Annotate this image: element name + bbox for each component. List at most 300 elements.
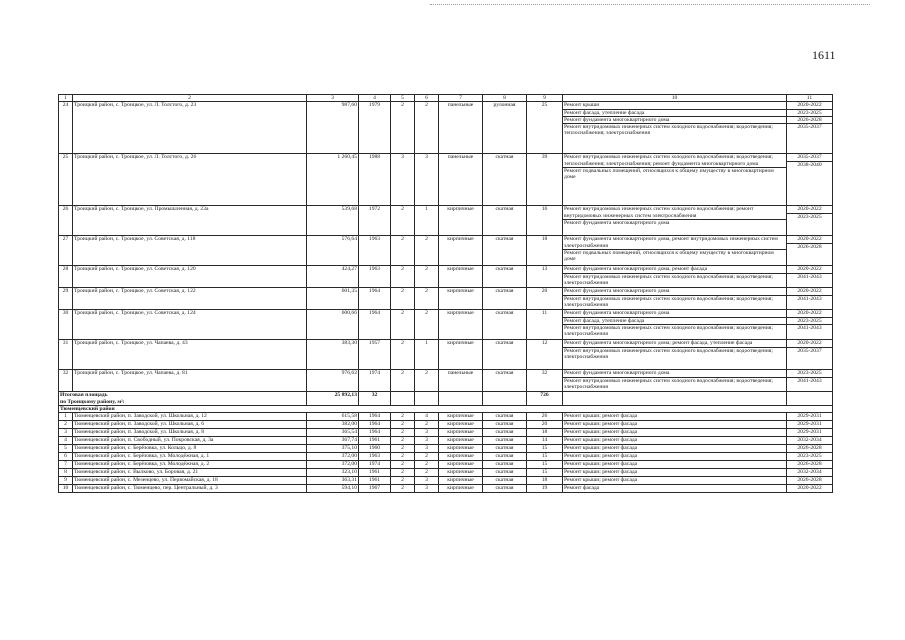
works-cell bbox=[563, 288, 787, 310]
works-cell: Ремонт крыши; ремонт фасада bbox=[563, 477, 787, 485]
wall-material-cell: кирпичные bbox=[439, 429, 483, 437]
floors-cell: 2 bbox=[391, 445, 415, 453]
residents-cell: 15 bbox=[527, 461, 563, 469]
year-cell: 1957 bbox=[359, 340, 391, 370]
work-item: Ремонт фундамента многоквартирного дома, ремонт внутридомовых инженерных систем электроснабжения bbox=[564, 236, 778, 249]
year-cell: 1961 bbox=[359, 437, 391, 445]
roof-type-cell: скатная bbox=[483, 429, 527, 437]
column-number: 3 bbox=[307, 95, 359, 102]
entrances-cell: 2 bbox=[415, 266, 439, 288]
residents-cell: 14 bbox=[527, 437, 563, 445]
address-cell: Тюменцевский район, с. Мезенцево, ул. Первомайская, д. 18 bbox=[73, 477, 307, 485]
works-cell: Ремонт крыши; ремонт фасада bbox=[563, 461, 787, 469]
table-row bbox=[59, 310, 833, 340]
area-cell: 375,10 bbox=[307, 445, 359, 453]
periods-cell bbox=[787, 288, 833, 310]
period-item: 2020-2022 bbox=[797, 266, 822, 273]
column-number: 2 bbox=[73, 95, 307, 102]
works-cell: Ремонт крыши; ремонт фасада bbox=[563, 469, 787, 477]
work-item: Ремонт внутридомовых инженерных систем холодного водоснабжения; водоотведения; электроснабжения bbox=[563, 377, 786, 391]
work-item: Ремонт внутридомовых инженерных систем холодного водоснабжения; водоотведения; электроснабжения bbox=[563, 295, 786, 309]
floors-cell: 2 bbox=[391, 310, 415, 340]
period-item: 2035-2037 bbox=[787, 347, 832, 354]
periods-cell bbox=[787, 236, 833, 266]
period-cell: 2032-2034 bbox=[787, 469, 833, 477]
work-item: Ремонт внутридомовых инженерных систем холодного водоснабжения; водоотведения; теплоснабжения; электроснабжения bbox=[563, 123, 786, 137]
address-cell: Тюменцевский район, п. Заводской, ул. Школьная, д. 12 bbox=[73, 413, 307, 421]
work-item: Ремонт фундамента многоквартирного дома bbox=[564, 370, 670, 377]
empty-cell bbox=[483, 392, 527, 406]
address-cell: Тюменцевский район, с. Берёзовка, ул. Кольцо, д. 8 bbox=[73, 445, 307, 453]
address-cell: Троицкий район, с. Троицкое, ул. Промышленная, д. 23а bbox=[73, 206, 307, 236]
column-number: 4 bbox=[359, 95, 391, 102]
works-cell: Ремонт крыши; ремонт фасада bbox=[563, 437, 787, 445]
area-cell: 600,66 bbox=[307, 310, 359, 340]
residents-cell: 11 bbox=[527, 310, 563, 340]
address-cell: Троицкий район, с. Троицкое, ул. Советская, д. 120 bbox=[73, 266, 307, 288]
roof-type-cell: скатная bbox=[483, 477, 527, 485]
entrances-cell: 3 bbox=[415, 485, 439, 493]
works-cell: Ремонт крыши; ремонт фасада bbox=[563, 445, 787, 453]
row-number: 27 bbox=[59, 236, 73, 266]
wall-material-cell: кирпичные bbox=[439, 445, 483, 453]
year-cell: 1964 bbox=[359, 310, 391, 340]
residents-cell: 19 bbox=[527, 485, 563, 493]
area-cell: 615,58 bbox=[307, 413, 359, 421]
row-number: 2 bbox=[59, 421, 73, 429]
residents-cell: 20 bbox=[527, 288, 563, 310]
address-cell: Троицкий район, с. Троицкое, ул. Советская, д. 122 bbox=[73, 288, 307, 310]
address-cell: Тюменцевский район, с. Тюменцево, пер. Центральный, д. 3 bbox=[73, 485, 307, 493]
wall-material-cell: кирпичные bbox=[439, 461, 483, 469]
period-item: 2020-2022 bbox=[797, 288, 822, 295]
period-item: 2041-2043 bbox=[787, 273, 832, 280]
page-number: 1611 bbox=[812, 48, 836, 62]
floors-cell: 2 bbox=[391, 469, 415, 477]
works-cell bbox=[563, 102, 787, 154]
table-row bbox=[59, 429, 833, 437]
works-cell: Ремонт крыши; ремонт фасада bbox=[563, 421, 787, 429]
period-cell: 2026-2028 bbox=[787, 461, 833, 469]
area-cell: 372,00 bbox=[307, 461, 359, 469]
roof-type-cell: скатная bbox=[483, 469, 527, 477]
period-item: 2020-2022 bbox=[797, 236, 822, 243]
residents-cell: 15 bbox=[527, 469, 563, 477]
period-item: 2041-2043 bbox=[787, 295, 832, 302]
works-cell bbox=[563, 154, 787, 206]
area-cell: 601,35 bbox=[307, 288, 359, 310]
wall-material-cell: кирпичные bbox=[439, 485, 483, 493]
address-cell: Троицкий район, с. Троицкое, ул. Л. Толстого, д. 26 bbox=[73, 154, 307, 206]
works-cell bbox=[563, 206, 787, 236]
wall-material-cell: кирпичные bbox=[439, 413, 483, 421]
period-item: 2023-2025 bbox=[797, 370, 822, 377]
residents-cell: 15 bbox=[527, 445, 563, 453]
area-cell: 382,00 bbox=[307, 421, 359, 429]
work-item: Ремонт внутридомовых инженерных систем холодного водоснабжения; водоотведения; теплоснабжения; электроснабжения; ремонт фундамента многоквартирного дома bbox=[564, 154, 773, 167]
periods-cell bbox=[787, 310, 833, 340]
period-item: 2020-2022 bbox=[797, 340, 822, 347]
works-cell bbox=[563, 370, 787, 392]
area-cell: 576,64 bbox=[307, 236, 359, 266]
periods-cell bbox=[787, 266, 833, 288]
period-cell: 2032-2034 bbox=[787, 437, 833, 445]
address-cell: Троицкий район, с. Троицкое, ул. Л. Толстого, д. 23 bbox=[73, 102, 307, 154]
empty-cell bbox=[415, 392, 439, 406]
work-item: Ремонт подвальных помещений, относящихся к общему имуществу в многоквартирном доме bbox=[563, 249, 786, 263]
entrances-cell: 3 bbox=[415, 445, 439, 453]
work-item: Ремонт подвальных помещений, относящихся к общему имуществу в многоквартирном доме bbox=[563, 167, 786, 181]
roof-type-cell: скатная bbox=[483, 421, 527, 429]
wall-material-cell: кирпичные bbox=[439, 477, 483, 485]
entrances-cell: 2 bbox=[415, 453, 439, 461]
row-number: 1 bbox=[59, 413, 73, 421]
period-item: 2038-2040 bbox=[787, 161, 832, 168]
roof-type-cell: скатная bbox=[483, 310, 527, 340]
table-row bbox=[59, 236, 833, 266]
period-item: 2041-2043 bbox=[787, 377, 832, 384]
period-item: 2035-2037 bbox=[797, 154, 822, 161]
work-item: Ремонт фундамента многоквартирного дома bbox=[563, 219, 786, 226]
row-number: 5 bbox=[59, 445, 73, 453]
residents-cell: 20 bbox=[527, 421, 563, 429]
roof-type-cell: скатная bbox=[483, 461, 527, 469]
year-cell: 1988 bbox=[359, 154, 391, 206]
year-cell: 1963 bbox=[359, 266, 391, 288]
works-cell bbox=[563, 340, 787, 370]
address-cell: Тюменцевский район, п. Заводской, ул. Школьная, д. 8 bbox=[73, 429, 307, 437]
column-number: 5 bbox=[391, 95, 415, 102]
column-number: 7 bbox=[439, 95, 483, 102]
periods-cell bbox=[787, 154, 833, 206]
table-row bbox=[59, 340, 833, 370]
works-cell: Ремонт крыши; ремонт фасада bbox=[563, 429, 787, 437]
period-item: 2026-2028 bbox=[787, 116, 832, 123]
row-number: 30 bbox=[59, 310, 73, 340]
empty-cell bbox=[439, 392, 483, 406]
work-item: Ремонт внутридомовых инженерных систем холодного водоснабжения; водоотведения; электроснабжения bbox=[563, 347, 786, 361]
roof-type-cell: скатная bbox=[483, 340, 527, 370]
periods-cell bbox=[787, 206, 833, 236]
works-cell: Ремонт крыши; ремонт фасада bbox=[563, 453, 787, 461]
period-cell: 2020-2022 bbox=[787, 485, 833, 493]
entrances-cell: 2 bbox=[415, 421, 439, 429]
entrances-cell: 2 bbox=[415, 236, 439, 266]
column-number: 9 bbox=[527, 95, 563, 102]
table-row bbox=[59, 266, 833, 288]
row-number: 7 bbox=[59, 461, 73, 469]
table-row bbox=[59, 102, 833, 154]
year-cell: 1964 bbox=[359, 288, 391, 310]
address-cell: Тюменцевский район, с. Берёзовка, ул. Молодёжная, д. 2 bbox=[73, 461, 307, 469]
address-cell: Тюменцевский район, п. Заводской, ул. Школьная, д. 6 bbox=[73, 421, 307, 429]
area-cell: 365,54 bbox=[307, 429, 359, 437]
housing-register-table bbox=[58, 94, 833, 493]
address-cell: Тюменцевский район, с. Берёзовка, ул. Молодёжная, д. 1 bbox=[73, 453, 307, 461]
total-residents: 726 bbox=[527, 392, 563, 406]
year-cell: 1972 bbox=[359, 206, 391, 236]
wall-material-cell: кирпичные bbox=[439, 206, 483, 236]
total-count: 32 bbox=[359, 392, 391, 406]
total-label-line-1: Итоговая площадь bbox=[60, 392, 108, 399]
residents-cell: 26 bbox=[527, 413, 563, 421]
residents-cell: 25 bbox=[527, 102, 563, 154]
period-item: 2023-2025 bbox=[787, 213, 832, 220]
row-number: 31 bbox=[59, 340, 73, 370]
wall-material-cell: кирпичные bbox=[439, 469, 483, 477]
floors-cell: 2 bbox=[391, 421, 415, 429]
roof-type-cell: скатная bbox=[483, 266, 527, 288]
table-row bbox=[59, 461, 833, 469]
wall-material-cell: кирпичные bbox=[439, 421, 483, 429]
empty-cell bbox=[391, 392, 415, 406]
floors-cell: 2 bbox=[391, 266, 415, 288]
total-row bbox=[59, 392, 833, 406]
area-cell: 539,68 bbox=[307, 206, 359, 236]
works-cell bbox=[563, 236, 787, 266]
entrances-cell: 3 bbox=[415, 477, 439, 485]
roof-type-cell: рулонная bbox=[483, 102, 527, 154]
floors-cell: 2 bbox=[391, 236, 415, 266]
area-cell: 1 260,45 bbox=[307, 154, 359, 206]
row-number: 3 bbox=[59, 429, 73, 437]
work-item: Ремонт фундамента многоквартирного дома; ремонт фасада, утепление фасада bbox=[564, 340, 753, 347]
area-cell: 424,27 bbox=[307, 266, 359, 288]
roof-type-cell: скатная bbox=[483, 154, 527, 206]
column-number: 11 bbox=[787, 95, 833, 102]
table-row bbox=[59, 154, 833, 206]
address-cell: Тюменцевский район, п. Свободный, ул. Покровская, д. 3а bbox=[73, 437, 307, 445]
total-label-line-2: по Троицкому району, м²: bbox=[60, 398, 125, 405]
floors-cell: 2 bbox=[391, 477, 415, 485]
column-number: 1 bbox=[59, 95, 73, 102]
work-item: Ремонт внутридомовых инженерных систем холодного водоснабжения; ремонт внутридомовых инженерных систем электроснабжения bbox=[564, 206, 754, 219]
works-cell bbox=[563, 310, 787, 340]
work-item: Ремонт фундамента многоквартирного дома bbox=[564, 288, 670, 295]
year-cell: 1963 bbox=[359, 236, 391, 266]
total-area: 25 892,13 bbox=[307, 392, 359, 406]
work-item: Ремонт внутридомовых инженерных систем холодного водоснабжения; водоотведения; электроснабжения bbox=[563, 273, 786, 287]
area-cell: 594,10 bbox=[307, 485, 359, 493]
row-number: 28 bbox=[59, 266, 73, 288]
row-number: 24 bbox=[59, 102, 73, 154]
floors-cell: 2 bbox=[391, 485, 415, 493]
wall-material-cell: панельные bbox=[439, 154, 483, 206]
wall-material-cell: панельные bbox=[439, 370, 483, 392]
table-row bbox=[59, 288, 833, 310]
period-item: 2035-2037 bbox=[787, 123, 832, 130]
floors-cell: 2 bbox=[391, 370, 415, 392]
floors-cell: 2 bbox=[391, 340, 415, 370]
year-cell: 1967 bbox=[359, 485, 391, 493]
address-cell: Троицкий район, с. Троицкое, ул. Чапаева, д. 43 bbox=[73, 340, 307, 370]
roof-type-cell: скатная bbox=[483, 288, 527, 310]
work-item: Ремонт фундамента многоквартирного дома bbox=[563, 116, 786, 123]
works-cell: Ремонт фасада bbox=[563, 485, 787, 493]
residents-cell: 13 bbox=[527, 266, 563, 288]
entrances-cell: 2 bbox=[415, 469, 439, 477]
row-number: 9 bbox=[59, 477, 73, 485]
floors-cell: 2 bbox=[391, 102, 415, 154]
floors-cell: 2 bbox=[391, 206, 415, 236]
table-row bbox=[59, 437, 833, 445]
entrances-cell: 2 bbox=[415, 461, 439, 469]
residents-cell: 18 bbox=[527, 429, 563, 437]
area-cell: 976,62 bbox=[307, 370, 359, 392]
wall-material-cell: кирпичные bbox=[439, 437, 483, 445]
wall-material-cell: кирпичные bbox=[439, 236, 483, 266]
row-number: 32 bbox=[59, 370, 73, 392]
works-cell bbox=[563, 266, 787, 288]
year-cell: 1964 bbox=[359, 413, 391, 421]
table-row bbox=[59, 421, 833, 429]
floors-cell: 2 bbox=[391, 288, 415, 310]
row-number: 8 bbox=[59, 469, 73, 477]
periods-cell bbox=[787, 340, 833, 370]
area-cell: 987,60 bbox=[307, 102, 359, 154]
roof-type-cell: скатная bbox=[483, 370, 527, 392]
table-row bbox=[59, 469, 833, 477]
wall-material-cell: панельные bbox=[439, 102, 483, 154]
residents-cell: 32 bbox=[527, 370, 563, 392]
column-number: 8 bbox=[483, 95, 527, 102]
table-row bbox=[59, 206, 833, 236]
period-item: 2020-2022 bbox=[797, 310, 822, 317]
year-cell: 1961 bbox=[359, 469, 391, 477]
table-row bbox=[59, 485, 833, 493]
floors-cell: 3 bbox=[391, 154, 415, 206]
roof-type-cell: скатная bbox=[483, 485, 527, 493]
periods-cell bbox=[787, 102, 833, 154]
address-cell: Троицкий район, с. Троицкое, ул. Чапаева, д. 81 bbox=[73, 370, 307, 392]
column-number-row bbox=[59, 95, 833, 102]
floors-cell: 2 bbox=[391, 437, 415, 445]
entrances-cell: 4 bbox=[415, 413, 439, 421]
wall-material-cell: кирпичные bbox=[439, 340, 483, 370]
entrances-cell: 2 bbox=[415, 288, 439, 310]
period-item: 2020-2022 bbox=[797, 206, 822, 213]
table-row bbox=[59, 445, 833, 453]
floors-cell: 2 bbox=[391, 413, 415, 421]
empty-cell bbox=[563, 392, 787, 406]
floors-cell: 2 bbox=[391, 453, 415, 461]
year-cell: 1963 bbox=[359, 453, 391, 461]
period-cell: 2026-2028 bbox=[787, 477, 833, 485]
table-row bbox=[59, 370, 833, 392]
period-cell: 2023-2025 bbox=[787, 453, 833, 461]
address-cell: Тюменцевский район, с. Вылково, ул. Боровая, д. 21 bbox=[73, 469, 307, 477]
section-title: Тюменцевский район bbox=[59, 405, 833, 412]
residents-cell: 16 bbox=[527, 206, 563, 236]
residents-cell: 39 bbox=[527, 154, 563, 206]
wall-material-cell: кирпичные bbox=[439, 453, 483, 461]
year-cell: 1964 bbox=[359, 429, 391, 437]
row-number: 25 bbox=[59, 154, 73, 206]
area-cell: 367,74 bbox=[307, 437, 359, 445]
year-cell: 1979 bbox=[359, 102, 391, 154]
roof-type-cell: скатная bbox=[483, 236, 527, 266]
work-item: Ремонт фундамента многоквартирного дома bbox=[564, 310, 670, 317]
floors-cell: 2 bbox=[391, 461, 415, 469]
entrances-cell: 3 bbox=[415, 437, 439, 445]
entrances-cell: 3 bbox=[415, 429, 439, 437]
row-number: 6 bbox=[59, 453, 73, 461]
period-item: 2041-2043 bbox=[787, 324, 832, 331]
section-header-row bbox=[59, 405, 833, 412]
year-cell: 1960 bbox=[359, 445, 391, 453]
year-cell: 1974 bbox=[359, 370, 391, 392]
year-cell: 1974 bbox=[359, 461, 391, 469]
floors-cell: 2 bbox=[391, 429, 415, 437]
wall-material-cell: кирпичные bbox=[439, 266, 483, 288]
roof-type-cell: скатная bbox=[483, 413, 527, 421]
table-row bbox=[59, 453, 833, 461]
wall-material-cell: кирпичные bbox=[439, 310, 483, 340]
entrances-cell: 1 bbox=[415, 340, 439, 370]
period-item: 2020-2022 bbox=[797, 102, 822, 109]
period-cell: 2029-2031 bbox=[787, 413, 833, 421]
row-number: 4 bbox=[59, 437, 73, 445]
table-row bbox=[59, 477, 833, 485]
period-cell: 2029-2031 bbox=[787, 429, 833, 437]
year-cell: 1961 bbox=[359, 477, 391, 485]
period-cell: 2029-2031 bbox=[787, 421, 833, 429]
work-item: Ремонт крыши bbox=[564, 102, 600, 109]
entrances-cell: 2 bbox=[415, 370, 439, 392]
column-number: 10 bbox=[563, 95, 787, 102]
residents-cell: 15 bbox=[527, 453, 563, 461]
roof-type-cell: скатная bbox=[483, 437, 527, 445]
works-cell: Ремонт крыши; ремонт фасада bbox=[563, 413, 787, 421]
row-number: 10 bbox=[59, 485, 73, 493]
period-item: 2023-2025 bbox=[787, 317, 832, 324]
table-row bbox=[59, 413, 833, 421]
work-item: Ремонт фундамента многоквартирного дома, ремонт фасада bbox=[564, 266, 708, 273]
roof-type-cell: скатная bbox=[483, 206, 527, 236]
address-cell: Троицкий район, с. Троицкое, ул. Советская, д. 124 bbox=[73, 310, 307, 340]
address-cell: Троицкий район, с. Троицкое, ул. Советская, д. 118 bbox=[73, 236, 307, 266]
area-cell: 372,00 bbox=[307, 453, 359, 461]
area-cell: 363,31 bbox=[307, 477, 359, 485]
residents-cell: 12 bbox=[527, 340, 563, 370]
residents-cell: 18 bbox=[527, 477, 563, 485]
period-item: 2026-2028 bbox=[787, 243, 832, 250]
column-number: 6 bbox=[415, 95, 439, 102]
work-item: Ремонт фасада, утепление фасада bbox=[563, 109, 786, 116]
periods-cell bbox=[787, 370, 833, 392]
row-number: 26 bbox=[59, 206, 73, 236]
scan-artifact-line bbox=[430, 4, 870, 5]
work-item: Ремонт фасада, утепление фасада bbox=[563, 317, 786, 324]
work-item: Ремонт внутридомовых инженерных систем холодного водоснабжения; водоотведения; электроснабжения bbox=[563, 324, 786, 338]
area-cell: 383,30 bbox=[307, 340, 359, 370]
entrances-cell: 1 bbox=[415, 206, 439, 236]
roof-type-cell: скатная bbox=[483, 445, 527, 453]
year-cell: 1964 bbox=[359, 421, 391, 429]
residents-cell: 18 bbox=[527, 236, 563, 266]
total-label bbox=[59, 392, 307, 406]
row-number: 29 bbox=[59, 288, 73, 310]
entrances-cell: 3 bbox=[415, 154, 439, 206]
period-item: 2023-2025 bbox=[787, 109, 832, 116]
roof-type-cell: скатная bbox=[483, 453, 527, 461]
empty-cell bbox=[787, 392, 833, 406]
period-cell: 2026-2028 bbox=[787, 445, 833, 453]
area-cell: 323,10 bbox=[307, 469, 359, 477]
entrances-cell: 2 bbox=[415, 102, 439, 154]
entrances-cell: 2 bbox=[415, 310, 439, 340]
wall-material-cell: кирпичные bbox=[439, 288, 483, 310]
